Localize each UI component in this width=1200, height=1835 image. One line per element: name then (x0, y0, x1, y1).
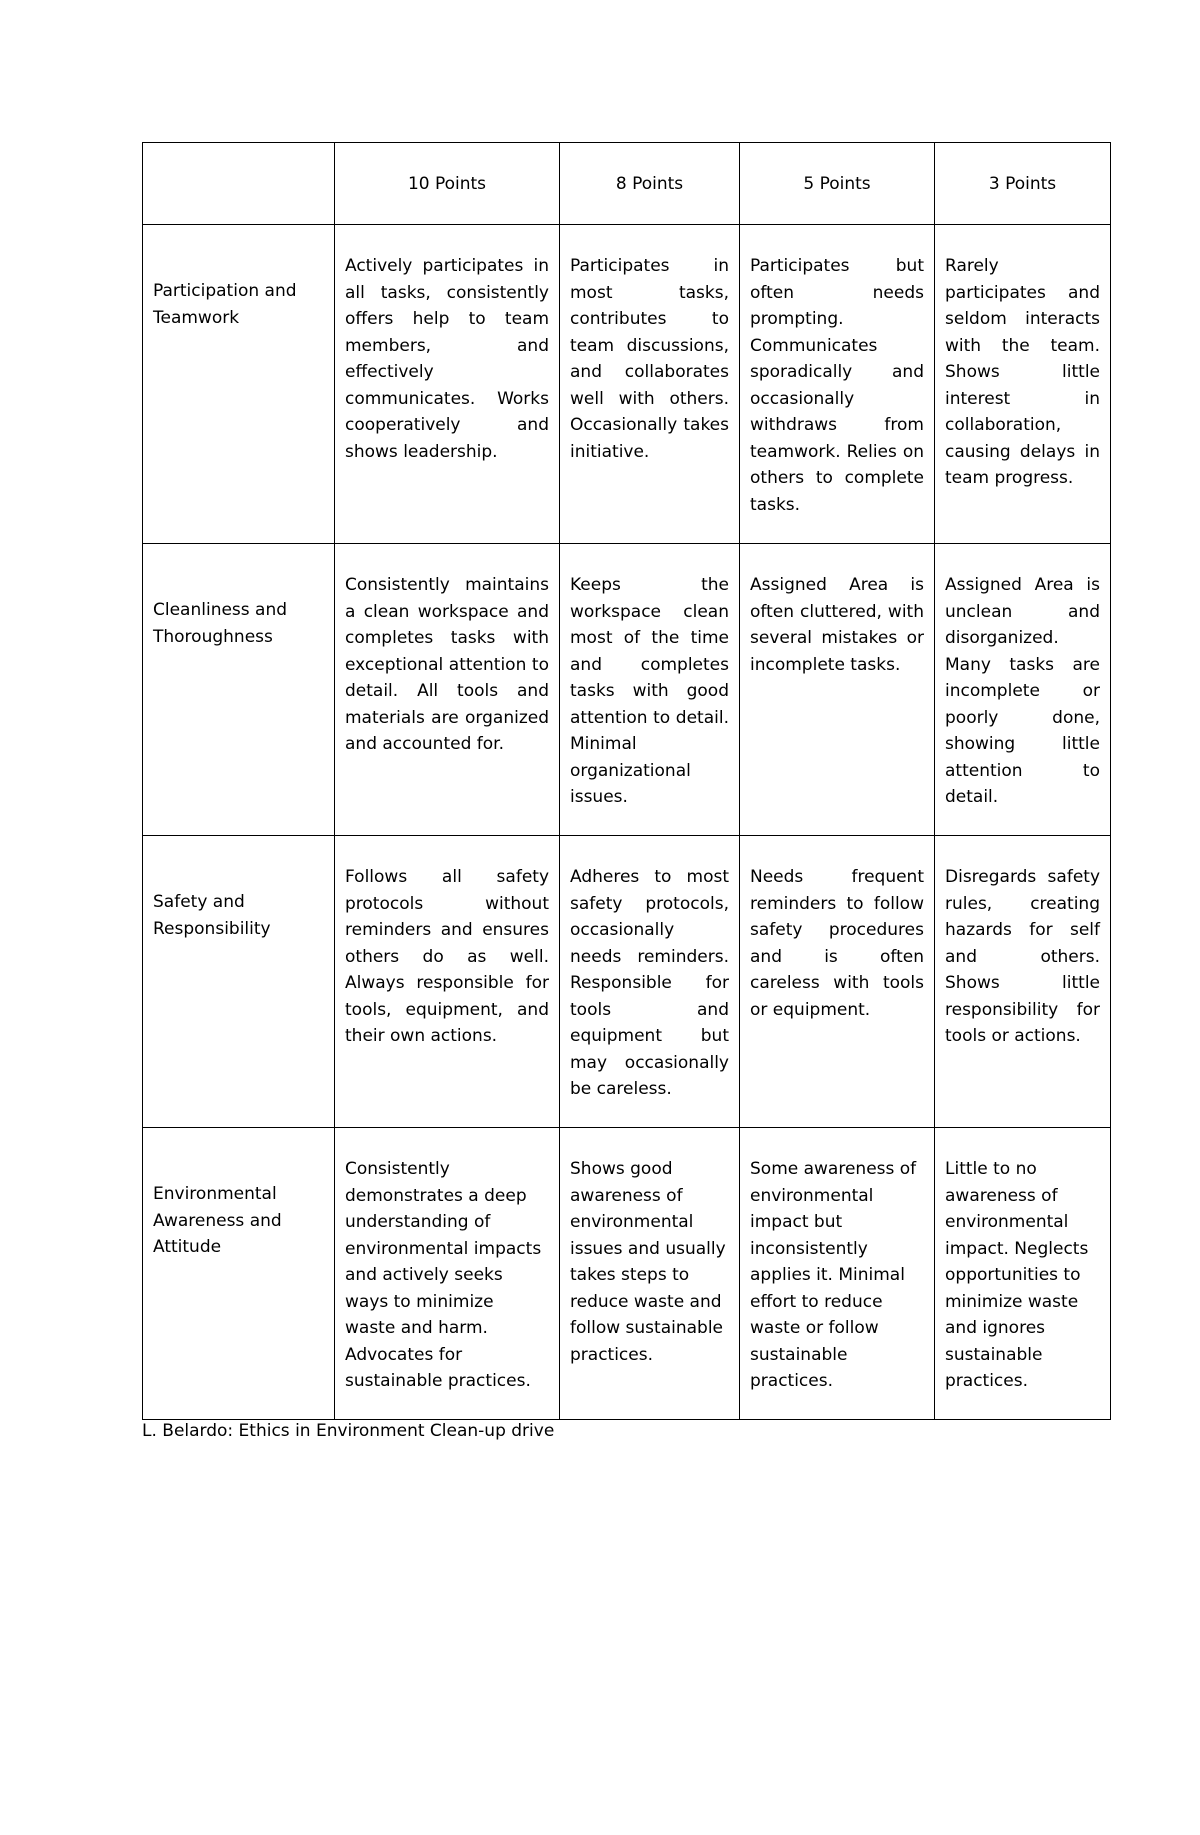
header-empty-cell (143, 143, 335, 225)
header-8-points: 8 Points (560, 143, 740, 225)
descriptor-3-points: Assigned Area is unclean and disorganized. Many tasks are incomplete or poorly done, showing little attention to detail. (935, 544, 1111, 836)
descriptor-3-points: Little to no awareness of environmental impact. Neglects opportunities to minimize waste and ignores sustainable practices. (935, 1128, 1111, 1420)
table-row (143, 1128, 1111, 1420)
header-row (143, 143, 1111, 225)
descriptor-5-points: Some awareness of environmental impact but inconsistently applies it. Minimal effort to reduce waste or follow sustainable practices. (740, 1128, 935, 1420)
descriptor-5-points: Participates but often needs prompting. Communicates sporadically and occasionally withdraws from teamwork. Relies on others to complete tasks. (740, 225, 935, 544)
descriptor-8-points: Adheres to most safety protocols, occasionally needs reminders. Responsible for tools and equipment but may occasionally be careless. (560, 836, 740, 1128)
header-3-points: 3 Points (935, 143, 1111, 225)
descriptor-10-points: Actively participates in all tasks, consistently offers help to team members, and effectively communicates. Works cooperatively and shows leadership. (335, 225, 560, 544)
descriptor-10-points: Consistently maintains a clean workspace and completes tasks with exceptional attention to detail. All tools and materials are organized and accounted for. (335, 544, 560, 836)
header-10-points: 10 Points (335, 143, 560, 225)
table-row (143, 544, 1111, 836)
descriptor-5-points: Needs frequent reminders to follow safety procedures and is often careless with tools or equipment. (740, 836, 935, 1128)
descriptor-8-points: Participates in most tasks, contributes to team discussions, and collaborates well with others. Occasionally takes initiative. (560, 225, 740, 544)
descriptor-8-points: Keeps the workspace clean most of the time and completes tasks with good attention to detail. Minimal organizational issues. (560, 544, 740, 836)
descriptor-3-points: Rarely participates and seldom interacts with the team. Shows little interest in collaboration, causing delays in team progress. (935, 225, 1111, 544)
criterion-cleanliness-thoroughness: Cleanliness and Thoroughness (143, 544, 335, 836)
criterion-participation-teamwork: Participation and Teamwork (143, 225, 335, 544)
descriptor-10-points: Consistently demonstrates a deep understanding of environmental impacts and actively seeks ways to minimize waste and harm. Advocates for sustainable practices. (335, 1128, 560, 1420)
table-row (143, 225, 1111, 544)
header-5-points: 5 Points (740, 143, 935, 225)
descriptor-3-points: Disregards safety rules, creating hazards for self and others. Shows little responsibility for tools or actions. (935, 836, 1111, 1128)
criterion-safety-responsibility: Safety and Responsibility (143, 836, 335, 1128)
descriptor-5-points: Assigned Area is often cluttered, with several mistakes or incomplete tasks. (740, 544, 935, 836)
criterion-environmental-awareness: Environmental Awareness and Attitude (143, 1128, 335, 1420)
table-caption: L. Belardo: Ethics in Environment Clean-up drive (142, 1421, 555, 1441)
rubric-table (142, 142, 1111, 1420)
descriptor-10-points: Follows all safety protocols without reminders and ensures others do as well. Always responsible for tools, equipment, and their own actions. (335, 836, 560, 1128)
descriptor-8-points: Shows good awareness of environmental issues and usually takes steps to reduce waste and follow sustainable practices. (560, 1128, 740, 1420)
table-row (143, 836, 1111, 1128)
